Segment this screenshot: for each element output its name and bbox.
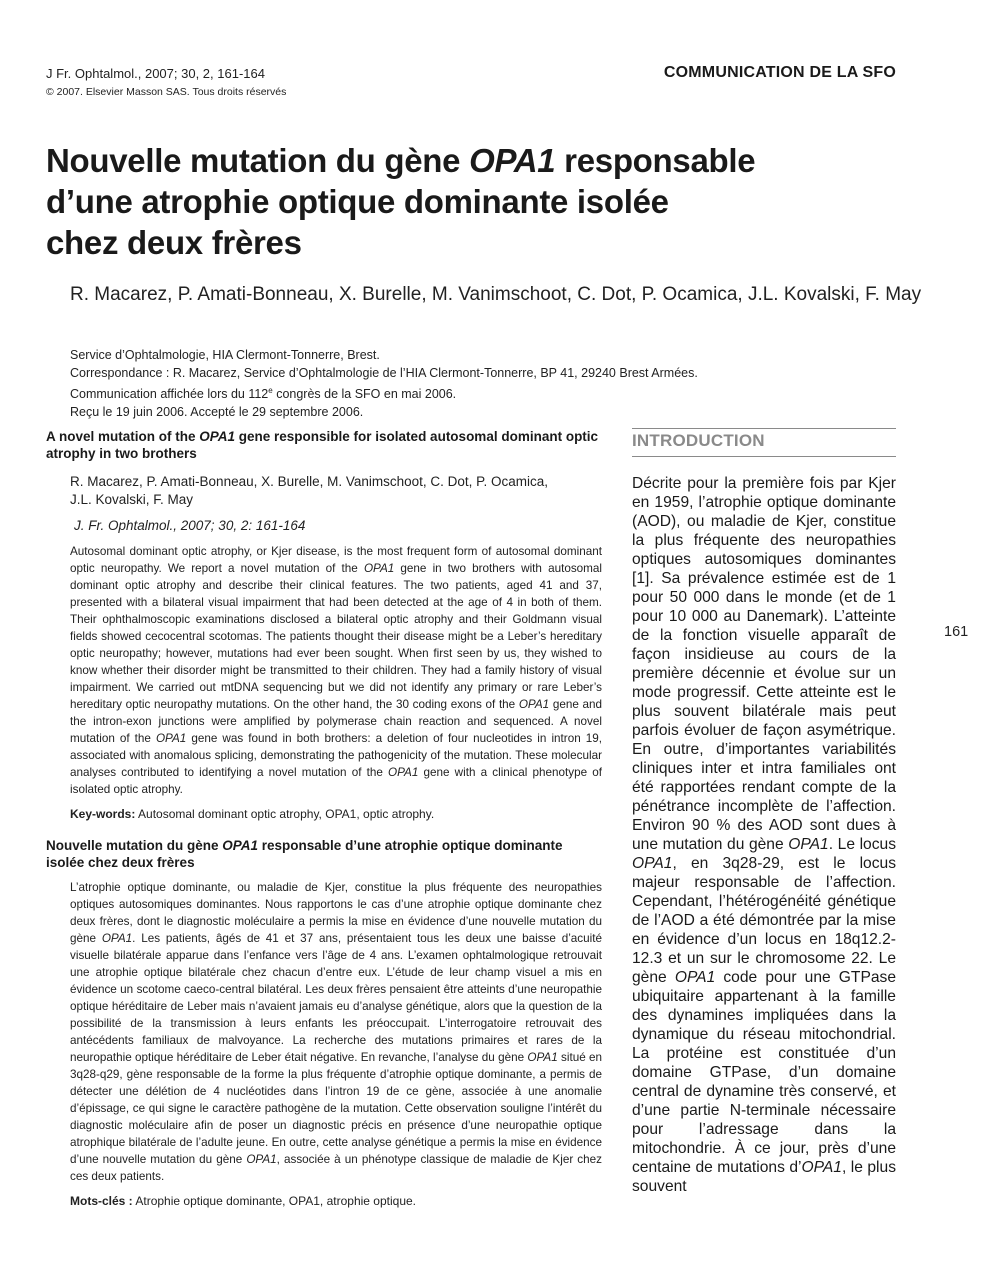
affiliation-communication (70, 382, 698, 403)
introduction-bottom-rule (632, 456, 896, 457)
title-part2: responsable (555, 142, 756, 179)
fr-body-1: L’atrophie optique dominante, ou maladie de Kjer, constitue la plus fréquente des neuropathies optiques autosomiques dominantes. Nous rapportons le cas d’une atrophie optique dominante chez deux frères, dont le diagnostic moléculaire a permis la mise en évidence d’une nouvelle mutation du gène (70, 881, 602, 945)
fr-gene-3: OPA1 (246, 1153, 277, 1166)
fr-gene-1: OPA1 (101, 932, 133, 945)
intro-gene-4: OPA1 (801, 1159, 842, 1176)
en-gene-4: OPA1 (388, 766, 419, 779)
en-body-3: gene and the intron-exon junctions were amplified by polymerase chain reaction and sequenced. A novel mutation of the (70, 698, 602, 745)
french-keywords (70, 1193, 602, 1210)
english-abstract-citation: J. Fr. Ophtalmol., 2007; 30, 2: 161-164 (74, 518, 306, 533)
english-abstract-authors (70, 473, 602, 509)
fr-title-gene: OPA1 (222, 838, 259, 853)
fr-body-3: situé en 3q28-q29, gène responsable de la forme la plus fréquente d’atrophie optique dominante, a permis de détecter une délétion de 4 nucléotides dans l’intron 19 de ce gène, associée à une anomalie d’épissage, ce qui signe le caractère pathogène de la mutation. Cette observation souligne l’intérêt du diagnostic moléculaire afin de poser un diagnostic précis en présence d’une neuropathie optique atrophique bilatérale de l’adulte jeune. En outre, cette analyse génétique a permis la mise en évidence d’une nouvelle mutation du gène (70, 1051, 602, 1166)
introduction-heading: INTRODUCTION (632, 431, 765, 450)
fr-title-b: responsable d’une atrophie optique dominante isolée chez deux frères (46, 838, 563, 870)
abstracts-column (46, 428, 602, 1210)
intro-gene-3: OPA1 (674, 969, 716, 986)
fr-keywords-text: Atrophie optique dominante, OPA1, atrophie optique. (132, 1194, 416, 1208)
en-body-1: Autosomal dominant optic atrophy, or Kjer disease, is the most frequent form of autosomal dominant optic neuropathy. We report a novel mutation of the (70, 545, 602, 575)
affiliation-service: Service d’Ophtalmologie, HIA Clermont-Tonnerre, Brest. (70, 348, 380, 362)
introduction-body (632, 474, 896, 1196)
fr-body-2: . Les patients, âgés de 41 et 37 ans, présentaient tous les deux une baisse d’acuité visuelle bilatérale apparue dans l’enfance vers l’âge de 4 ans. L’examen ophtalmologique retrouvait une atrophie optique bilatérale chez chacun d’entre eux. L’étude de leur champ visuel a mis en évidence un scotome caeco-central bilatéral. Les deux frères pensaient être atteints d’une neuropathie optique héréditaire de Leber mais n’avaient jamais eu d’analyse génétique, alors que la question de la possibilité de la transmission à leurs enfants les préoccupait. L’interrogatoire retrouvait des antécédents familiaux de malvoyance. La recherche des mutations primaires et rares de la neuropathie optique héréditaire de Leber était négative. En revanche, l’analyse du gène (70, 932, 602, 1064)
section-label: COMMUNICATION DE LA SFO (663, 64, 896, 81)
en-gene-1: OPA1 (363, 562, 395, 575)
intro-body-2: . Le locus (828, 836, 896, 853)
french-abstract-body (70, 879, 602, 1185)
en-keywords-text: Autosomal dominant optic atrophy, OPA1, optic atrophy. (135, 807, 435, 821)
fr-gene-2: OPA1 (527, 1051, 558, 1064)
en-keywords-label: Key-words: (70, 807, 136, 821)
page-number: 161 (944, 624, 969, 640)
french-abstract-title (46, 837, 602, 871)
affiliation-correspondance: Correspondance : R. Macarez, Service d’Ophtalmologie de l’HIA Clermont-Tonnerre, BP 41, 29240 Brest Armées. (70, 366, 698, 380)
en-body-5: gene with a clinical phenotype of isolated optic atrophy. (70, 766, 602, 796)
communication-superscript: e (268, 386, 273, 395)
en-gene-2: OPA1 (518, 698, 550, 711)
intro-body-3: , en 3q28-29, est le locus majeur responsable de l’affection. Cependant, l’hétérogénéité génétique de l’AOD a été démontrée par la mise en évidence d’un locus en 18q12.2-12.3 et un sur le chromosome 22. Le gène (632, 855, 896, 986)
title-part1: Nouvelle mutation du gène (46, 142, 470, 179)
en-authors-line2: J.L. Kovalski, F. May (70, 492, 194, 507)
english-keywords (70, 806, 602, 823)
intro-body-5: , le plus souvent (632, 1159, 896, 1195)
english-abstract-title (46, 428, 602, 462)
en-gene-3: OPA1 (155, 732, 187, 745)
affiliation-received: Reçu le 19 juin 2006. Accepté le 29 septembre 2006. (70, 405, 364, 420)
en-authors-line1: R. Macarez, P. Amati-Bonneau, X. Burelle, M. Vanimschoot, C. Dot, P. Ocamica, (70, 474, 548, 489)
title-line2: d’une atrophie optique dominante isolée (46, 183, 669, 220)
title-line3: chez deux frères (46, 224, 302, 261)
en-title-a: A novel mutation of the (46, 429, 200, 444)
en-title-b: gene responsible for isolated autosomal dominant optic atrophy in two brothers (46, 429, 599, 461)
affiliation-block (70, 346, 698, 421)
intro-body-1: Décrite pour la première fois par Kjer en 1959, l’atrophie optique dominante (AOD), ou maladie de Kjer, constitue la plus fréquente des neuropathies optiques autosomiques dominantes [1]. Sa prévalence estimée est de 1 pour 50 000 dans le monde (et de 1 pour 10 000 au Danemark). L’atteinte de la fonction visuelle apparaît de façon insidieuse au cours de la première décennie et évolue sur un mode progressif. Cette atteinte est le plus souvent bilatérale mais peut parfois évoluer de façon asymétrique. En outre, d’importantes variabilités cliniques inter et intra familiales ont été rapportées rendant compte de la pénétrance incomplète de l’affection. Environ 90 % des AOD sont dues à une mutation du gène (632, 475, 896, 853)
intro-gene-1: OPA1 (788, 836, 829, 853)
introduction-column (632, 428, 896, 1196)
article-title (46, 140, 846, 263)
fr-title-a: Nouvelle mutation du gène (46, 838, 223, 853)
intro-body-4: code pour une GTPase ubiquitaire appartenant à la famille des dynamines impliquées dans la dynamique du réseau mitochondrial. La protéine est constituée d’un domaine GTPase, d’un domaine central de dynamine très conservé, et d’une partie N-terminale nécessaire pour l’adressage dans la mitochondrie. À ce jour, près d’une centaine de mutations d’ (632, 969, 896, 1176)
fr-body-4: , associée à un phénotype classique de maladie de Kjer chez ces deux patients. (70, 1153, 602, 1183)
journal-reference: J Fr. Ophtalmol., 2007; 30, 2, 161-164 (46, 66, 265, 81)
en-body-2: gene in two brothers with autosomal dominant optic atrophy and describe their clinical features. The two patients, aged 41 and 37, presented with a bilateral visual impairment that had been detected at the age of 4 in both of them. Their ophthalmoscopic examinations disclosed a bilateral optic atrophy and their Goldmann visual fields showed cecocentral scotomas. The patients thought their disease might be a Leber’s hereditary optic neuropathy; however, mutations had ever been sought. When first seen by us, they wished to know whether their disorder might be transmitted to their children. They had a family history of visual impairment. We carried out mtDNA sequencing but we did not identify any primary or rare Leber’s hereditary optic neuropathy mutations. On the other hand, the 30 coding exons of the (70, 562, 602, 711)
copyright-notice: © 2007. Elsevier Masson SAS. Tous droits réservés (46, 86, 287, 98)
communication-text-b: congrès de la SFO en mai 2006. (272, 387, 457, 402)
communication-text-a: Communication affichée lors du 112 (70, 387, 269, 402)
intro-gene-2: OPA1 (632, 855, 673, 872)
author-list: R. Macarez, P. Amati-Bonneau, X. Burelle, M. Vanimschoot, C. Dot, P. Ocamica, J.L. Kovalski, F. May (70, 284, 922, 305)
en-body-4: gene was found in both brothers: a deletion of four nucleotides in intron 19, associated with anomalous splicing, demonstrating the pathogenicity of the mutation. These molecular analyses contributed to identifying a novel mutation of the (70, 732, 602, 779)
english-abstract-body (70, 543, 602, 798)
en-title-gene: OPA1 (199, 429, 236, 444)
fr-keywords-label: Mots-clés : (70, 1194, 133, 1208)
title-gene: OPA1 (469, 142, 556, 179)
